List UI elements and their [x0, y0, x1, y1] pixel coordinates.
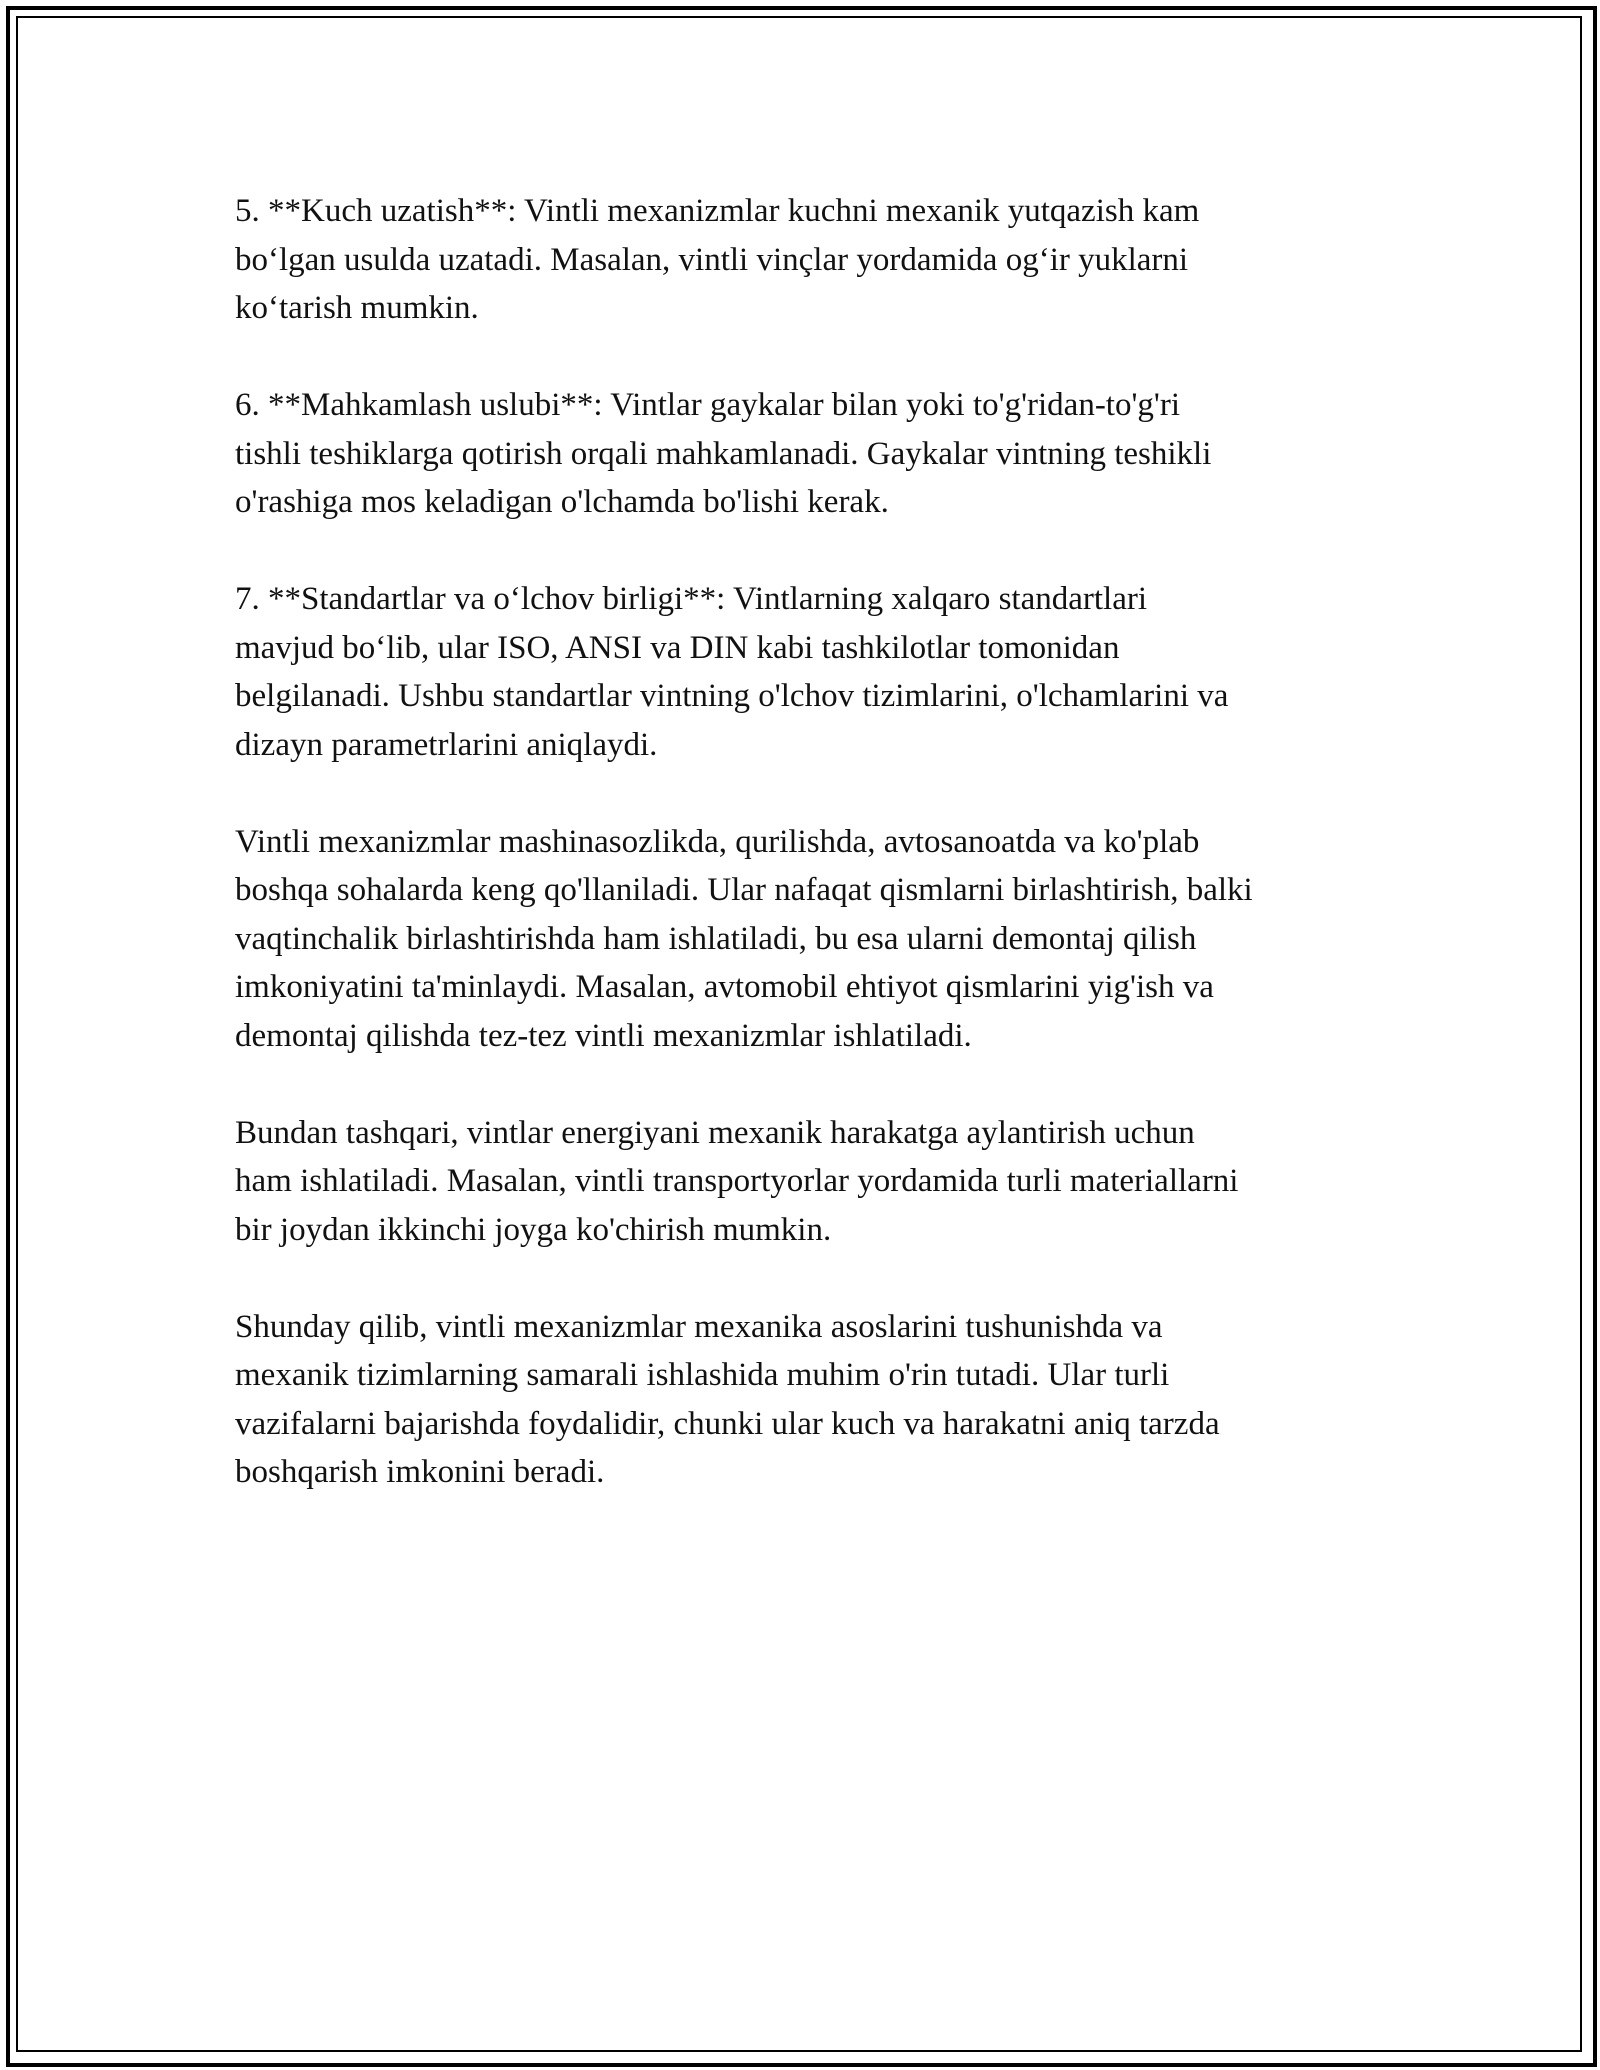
- text-line: mexanik tizimlarning samarali ishlashida muhim o'rin tutadi. Ular turli: [235, 1357, 1170, 1393]
- paragraph-bundan-tashqari: [235, 1109, 1385, 1255]
- text-line: mavjud bo‘lib, ular ISO, ANSI va DIN kabi tashkilotlar tomonidan: [235, 629, 1120, 666]
- text-line: boshqa sohalarda keng qo'llaniladi. Ular nafaqat qismlarni birlashtirish, balki: [235, 872, 1253, 908]
- text-line: bo‘lgan usulda uzatadi. Masalan, vintli vinçlar yordamida og‘ir yuklarni: [235, 241, 1189, 278]
- paragraph-standartlar: [235, 575, 1385, 769]
- paragraph-xulosa: [235, 1303, 1385, 1497]
- text-line: belgilanadi. Ushbu standartlar vintning o'lchov tizimlarini, o'lchamlarini va: [235, 678, 1229, 714]
- text-line: dizayn parametrlarini aniqlaydi.: [235, 726, 658, 763]
- text-line: Bundan tashqari, vintlar energiyani mexanik harakatga aylantirish uchun: [235, 1114, 1195, 1151]
- text-line: demontaj qilishda tez-tez vintli mexanizmlar ishlatiladi.: [235, 1017, 972, 1054]
- text-line: Shunday qilib, vintli mexanizmlar mexanika asoslarini tushunishda va: [235, 1308, 1163, 1345]
- document-body: [235, 187, 1385, 1545]
- paragraph-qollanilishi: [235, 818, 1385, 1061]
- text-line: ko‘tarish mumkin.: [235, 290, 479, 326]
- paragraph-mahkamlash-uslubi: [235, 381, 1385, 527]
- text-line: bir joydan ikkinchi joyga ko'chirish mumkin.: [235, 1211, 832, 1248]
- text-line: vaqtinchalik birlashtirishda ham ishlatiladi, bu esa ularni demontaj qilish: [235, 920, 1197, 957]
- paragraph-kuch-uzatish: [235, 187, 1385, 333]
- text-line: Vintli mexanizmlar mashinasozlikda, qurilishda, avtosanoatda va ko'plab: [235, 823, 1200, 860]
- text-line: imkoniyatini ta'minlaydi. Masalan, avtomobil ehtiyot qismlarini yig'ish va: [235, 969, 1214, 1005]
- text-line: ham ishlatiladi. Masalan, vintli transportyorlar yordamida turli materiallarni: [235, 1163, 1239, 1199]
- text-line: 5. **Kuch uzatish**: Vintli mexanizmlar kuchni mexanik yutqazish kam: [235, 193, 1200, 229]
- text-line: tishli teshiklarga qotirish orqali mahkamlanadi. Gaykalar vintning teshikli: [235, 435, 1212, 472]
- text-line: vazifalarni bajarishda foydalidir, chunki ular kuch va harakatni aniq tarzda: [235, 1405, 1220, 1442]
- text-line: o'rashiga mos keladigan o'lchamda bo'lishi kerak.: [235, 484, 889, 520]
- text-line: 7. **Standartlar va o‘lchov birligi**: Vintlarning xalqaro standartlari: [235, 581, 1148, 617]
- text-line: 6. **Mahkamlash uslubi**: Vintlar gaykalar bilan yoki to'g'ridan-to'g'ri: [235, 387, 1181, 423]
- text-line: boshqarish imkonini beradi.: [235, 1454, 605, 1490]
